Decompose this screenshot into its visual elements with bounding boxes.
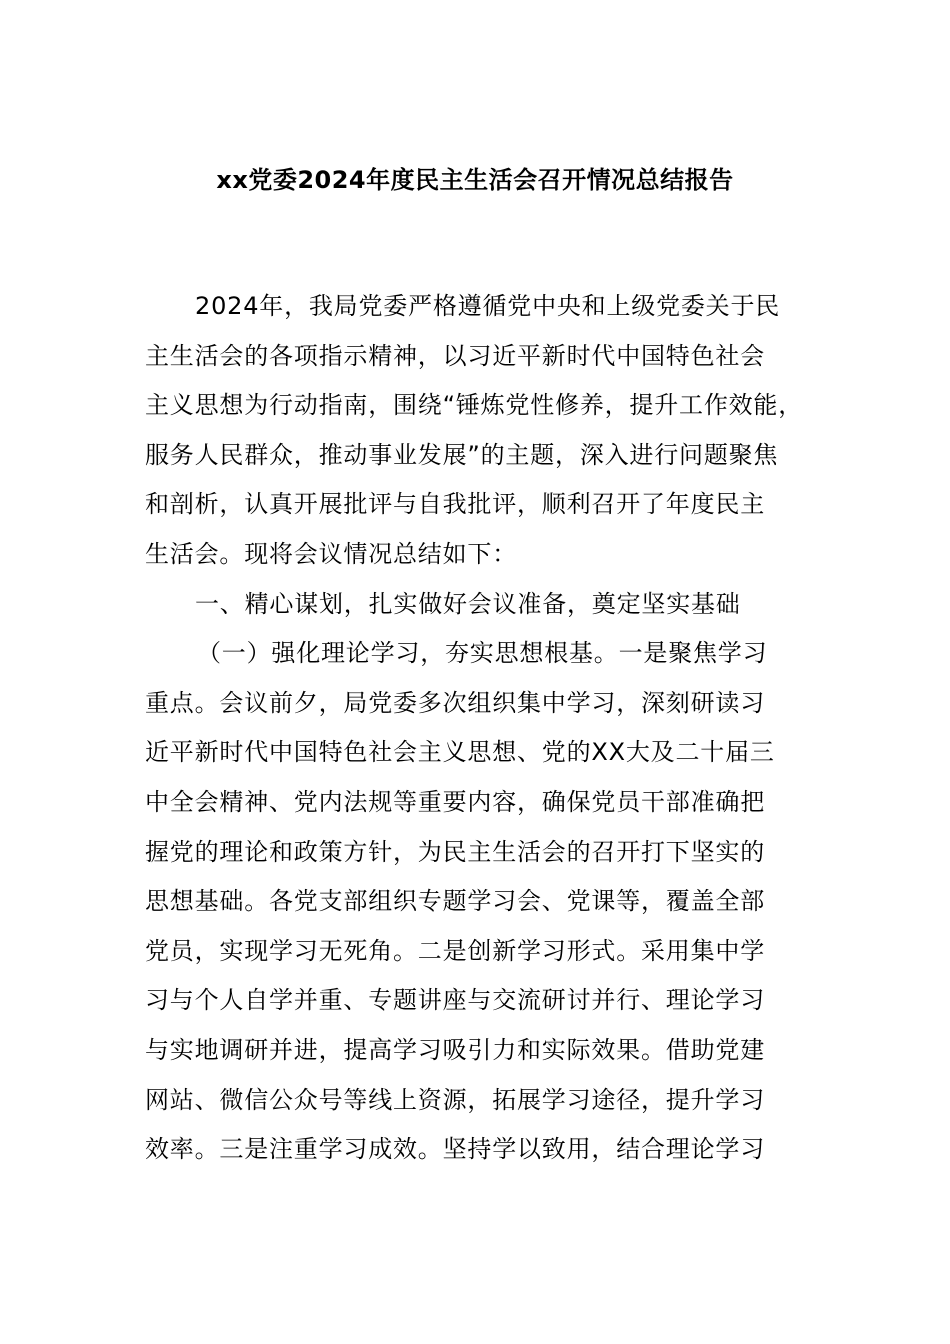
paragraph-line: 主义思想为行动指南，围绕“锤炼党性修养，提升工作效能，: [145, 391, 804, 420]
paragraph-line: 服务人民群众，推动事业发展”的主题，深入进行问题聚焦: [145, 440, 779, 469]
paragraph-line: 思想基础。各党支部组织专题学习会、党课等，覆盖全部: [145, 887, 765, 916]
paragraph-line: 生活会。现将会议情况总结如下：: [145, 539, 517, 568]
paragraph-line: 重点。会议前夕，局党委多次组织集中学习，深刻研读习: [145, 688, 765, 717]
paragraph-line: 党员，实现学习无死角。二是创新学习形式。采用集中学: [145, 936, 765, 965]
document-title: xx党委2024年度民主生活会召开情况总结报告: [216, 166, 734, 194]
paragraph-line: 习与个人自学并重、专题讲座与交流研讨并行、理论学习: [145, 986, 765, 1015]
paragraph-line: 握党的理论和政策方针，为民主生活会的召开打下坚实的: [145, 837, 765, 866]
paragraph-line: 和剖析，认真开展批评与自我批评，顺利召开了年度民主: [145, 490, 765, 519]
paragraph-line: 主生活会的各项指示精神，以习近平新时代中国特色社会: [145, 341, 765, 370]
document-body: [145, 282, 835, 1175]
paragraph-line: 与实地调研并进，提高学习吸引力和实际效果。借助党建: [145, 1035, 765, 1064]
subsection-line: （一）强化理论学习，夯实思想根基。一是聚焦学习: [197, 639, 768, 668]
paragraph-line: 中全会精神、党内法规等重要内容，确保党员干部准确把: [145, 787, 765, 816]
section-heading: 一、精心谋划，扎实做好会议准备，奠定坚实基础: [195, 589, 741, 618]
paragraph-line: 网站、微信公众号等线上资源，拓展学习途径，提升学习: [145, 1085, 765, 1114]
paragraph-line: 近平新时代中国特色社会主义思想、党的XX大及二十届三: [145, 738, 775, 767]
paragraph-line: 2024年，我局党委严格遵循党中央和上级党委关于民: [195, 292, 781, 320]
paragraph-line: 效率。三是注重学习成效。坚持学以致用，结合理论学习: [145, 1135, 765, 1164]
